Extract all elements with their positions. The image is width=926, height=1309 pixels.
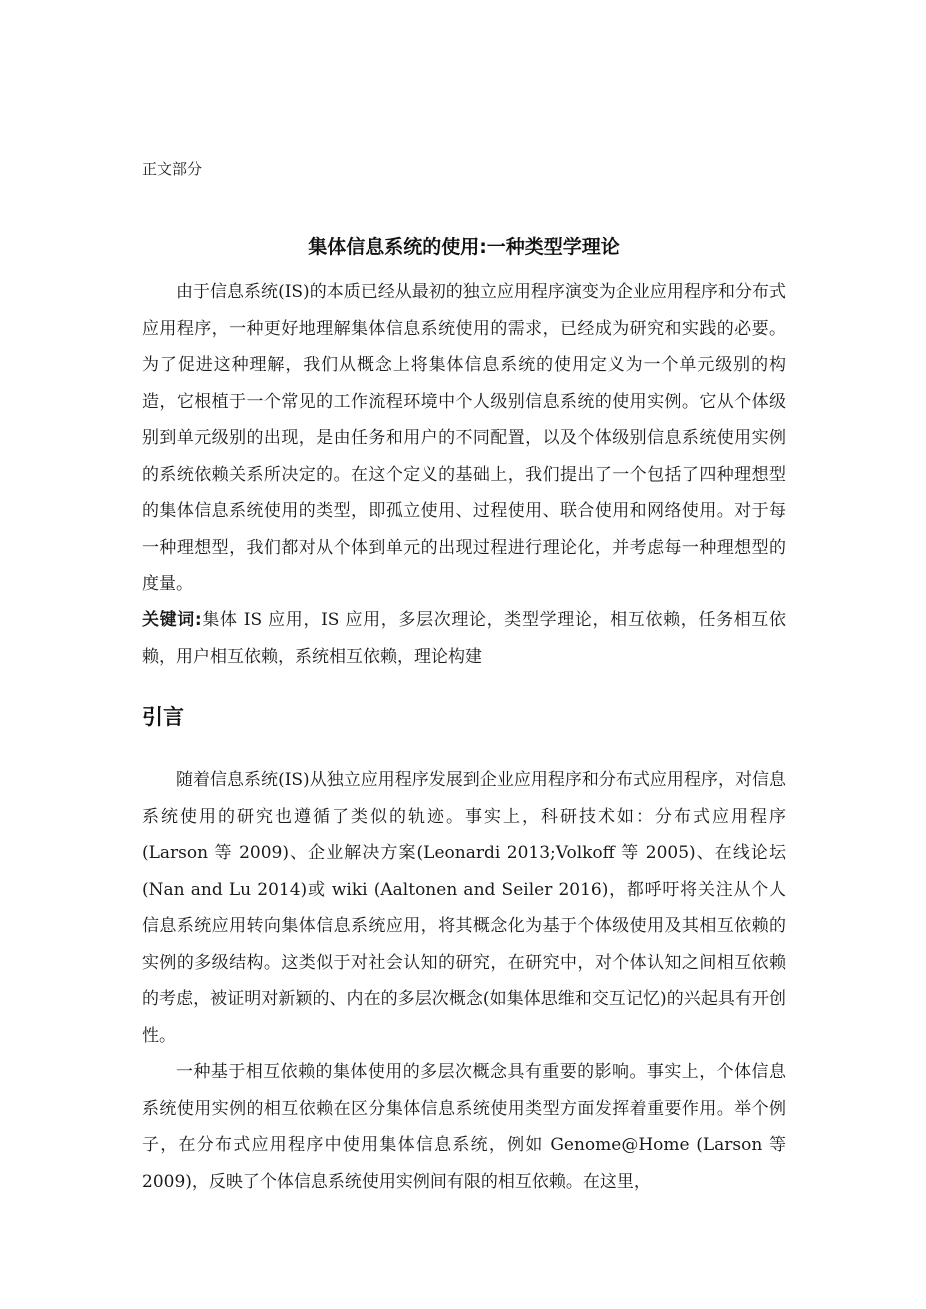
intro-paragraph: 随着信息系统(IS)从独立应用程序发展到企业应用程序和分布式应用程序，对信息系统使用的研究也遵循了类似的轨迹。事实上，科研技术如：分布式应用程序(Larson 等 2009)、企业解决方案(Leonardi 2013;Volkoff 等 2005)、在线论坛(Nan and Lu 2014)或 wiki (Aaltonen and Seiler 2016)，都呼吁将关注从个人信息系统应用转向集体信息系统应用，将其概念化为基于个体级使用及其相互依赖的实例的多级结构。这类似于对社会认知的研究，在研究中，对个体认知之间相互依赖的考虑，被证明对新颖的、内在的多层次概念(如集体思维和交互记忆)的兴起具有开创性。 (142, 770, 786, 1046)
section-label: 正文部分 (142, 160, 203, 178)
keywords-text: 集体 IS 应用，IS 应用，多层次理论，类型学理论，相互依赖，任务相互依赖，用户相互依赖，系统相互依赖，理论构建 (142, 610, 786, 667)
abstract-paragraph: 由于信息系统(IS)的本质已经从最初的独立应用程序演变为企业应用程序和分布式应用程序，一种更好地理解集体信息系统使用的需求，已经成为研究和实践的必要。为了促进这种理解，我们从概念上将集体信息系统的使用定义为一个单元级别的构造，它根植于一个常见的工作流程环境中个人级别信息系统的使用实例。它从个体级别到单元级别的出现，是由任务和用户的不同配置，以及个体级别信息系统使用实例的系统依赖关系所决定的。在这个定义的基础上，我们提出了一个包括了四种理想型的集体信息系统使用的类型，即孤立使用、过程使用、联合使用和网络使用。对于每一种理想型，我们都对从个体到单元的出现过程进行理论化，并考虑每一种理想型的度量。 (142, 282, 786, 594)
keywords-line (142, 602, 786, 675)
intro-paragraph: 一种基于相互依赖的集体使用的多层次概念具有重要的影响。事实上，个体信息系统使用实例的相互依赖在区分集体信息系统使用类型方面发挥着重要作用。举个例子，在分布式应用程序中使用集体信息系统，例如 Genome@Home (Larson 等 2009)，反映了个体信息系统使用实例间有限的相互依赖。在这里， (142, 1062, 786, 1192)
keywords-label: 关键词: (142, 610, 202, 630)
intro-heading: 引言 (142, 705, 184, 729)
document-title: 集体信息系统的使用:一种类型学理论 (308, 236, 620, 258)
